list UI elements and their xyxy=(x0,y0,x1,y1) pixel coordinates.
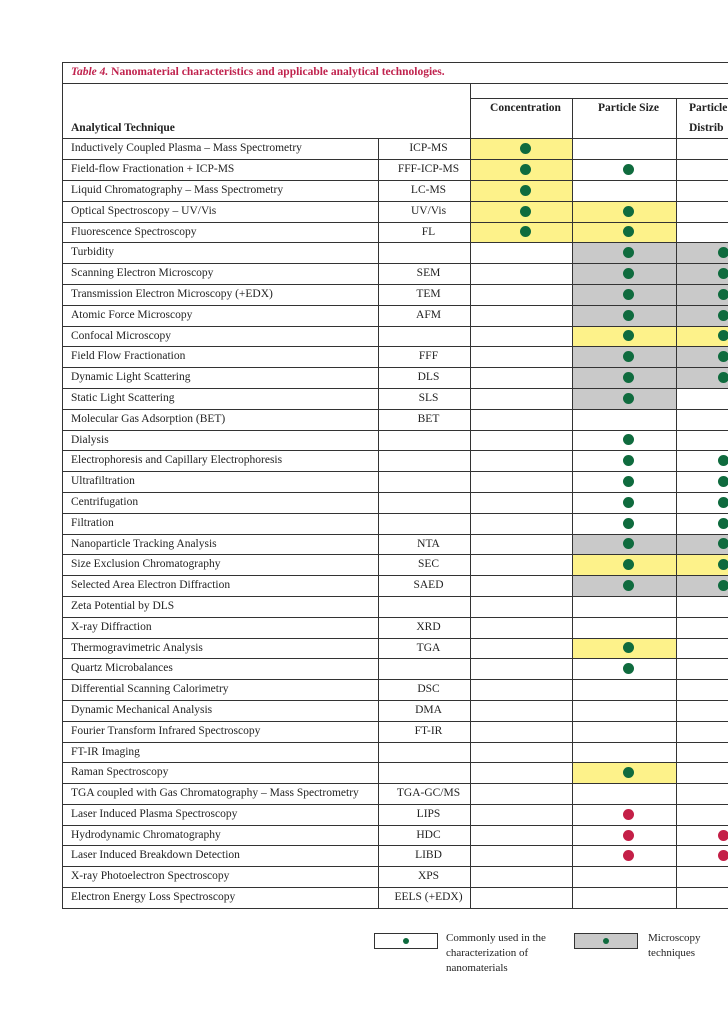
technique-abbreviation: FL xyxy=(379,222,471,243)
technique-name: Laser Induced Plasma Spectroscopy xyxy=(63,804,379,825)
characteristic-cell xyxy=(471,888,573,909)
header-distribution xyxy=(677,98,728,139)
characteristic-cell xyxy=(573,451,677,472)
technique-name: Dynamic Mechanical Analysis xyxy=(63,700,379,721)
table-row xyxy=(63,700,728,721)
technique-name: Field Flow Fractionation xyxy=(63,347,379,368)
green-dot-marker xyxy=(718,455,728,466)
caption-label: Table 4. xyxy=(71,66,109,78)
technique-abbreviation xyxy=(379,430,471,451)
technique-abbreviation: FFF-ICP-MS xyxy=(379,160,471,181)
characteristic-cell xyxy=(573,243,677,264)
legend-common-line3: nanomaterials xyxy=(446,962,508,974)
characteristic-cell xyxy=(677,201,728,222)
green-dot-marker xyxy=(623,663,634,674)
technique-name: Liquid Chromatography – Mass Spectrometry xyxy=(63,180,379,201)
characteristic-cell xyxy=(573,576,677,597)
characteristic-cell xyxy=(677,534,728,555)
green-dot-marker xyxy=(623,351,634,362)
technique-abbreviation: TGA-GC/MS xyxy=(379,784,471,805)
technique-abbreviation: SAED xyxy=(379,576,471,597)
header-particle-size: Particle Size xyxy=(573,98,677,139)
technique-name: Thermogravimetric Analysis xyxy=(63,638,379,659)
technique-abbreviation: SEM xyxy=(379,264,471,285)
technique-abbreviation: SLS xyxy=(379,388,471,409)
characteristic-cell xyxy=(471,846,573,867)
technique-abbreviation: HDC xyxy=(379,825,471,846)
table-row xyxy=(63,264,728,285)
legend-microscopy-text xyxy=(648,931,701,961)
green-dot-marker xyxy=(520,164,531,175)
technique-name: Molecular Gas Adsorption (BET) xyxy=(63,409,379,430)
characteristic-cell xyxy=(471,243,573,264)
characteristic-cell xyxy=(573,139,677,160)
table-caption-row xyxy=(63,63,728,84)
green-dot-marker xyxy=(718,289,728,300)
characteristic-cell xyxy=(573,617,677,638)
characteristic-cell xyxy=(471,368,573,389)
characteristic-cell xyxy=(471,763,573,784)
green-dot-marker xyxy=(623,580,634,591)
green-dot-marker xyxy=(718,268,728,279)
table-row xyxy=(63,305,728,326)
characteristic-cell xyxy=(677,284,728,305)
technique-abbreviation: FFF xyxy=(379,347,471,368)
technique-abbreviation xyxy=(379,492,471,513)
legend-common-line2: characterization of xyxy=(446,947,529,959)
characteristic-cell xyxy=(677,222,728,243)
technique-abbreviation: BET xyxy=(379,409,471,430)
technique-abbreviation: DSC xyxy=(379,680,471,701)
characteristic-cell xyxy=(677,264,728,285)
characteristic-cell xyxy=(573,784,677,805)
green-dot-marker xyxy=(520,143,531,154)
table-row xyxy=(63,638,728,659)
characteristic-cell xyxy=(677,659,728,680)
characteristic-cell xyxy=(471,264,573,285)
characteristic-cell xyxy=(471,721,573,742)
green-dot-marker xyxy=(718,580,728,591)
characteristic-cell xyxy=(471,451,573,472)
characteristic-cell xyxy=(677,555,728,576)
characteristic-cell xyxy=(677,784,728,805)
characteristic-cell xyxy=(677,576,728,597)
characteristic-cell xyxy=(471,388,573,409)
characteristic-cell xyxy=(677,326,728,347)
technique-abbreviation xyxy=(379,472,471,493)
legend-microscopy-swatch xyxy=(574,933,638,949)
table-row xyxy=(63,180,728,201)
characteristic-cell xyxy=(677,700,728,721)
technique-abbreviation xyxy=(379,659,471,680)
technique-abbreviation xyxy=(379,513,471,534)
table-row xyxy=(63,492,728,513)
caption-text: Nanomaterial characteristics and applicable analytical technologies. xyxy=(111,66,445,78)
technique-name: Scanning Electron Microscopy xyxy=(63,264,379,285)
technique-abbreviation: LIPS xyxy=(379,804,471,825)
characteristic-cell xyxy=(677,804,728,825)
table-row xyxy=(63,721,728,742)
characteristic-cell xyxy=(471,576,573,597)
technique-abbreviation: TEM xyxy=(379,284,471,305)
green-dot-marker xyxy=(623,476,634,487)
characteristic-cell xyxy=(677,888,728,909)
legend-common-swatch xyxy=(374,933,438,949)
technique-abbreviation: AFM xyxy=(379,305,471,326)
characteristic-cell xyxy=(471,659,573,680)
legend-microscopy-dot xyxy=(603,938,609,944)
characteristic-cell xyxy=(677,742,728,763)
characteristic-cell xyxy=(471,409,573,430)
red-dot-marker xyxy=(623,830,634,841)
characteristic-cell xyxy=(677,243,728,264)
technique-name: Fourier Transform Infrared Spectroscopy xyxy=(63,721,379,742)
green-dot-marker xyxy=(718,559,728,570)
characteristic-cell xyxy=(573,388,677,409)
characteristic-cell xyxy=(677,638,728,659)
header-concentration: Concentration xyxy=(471,98,573,139)
characteristic-cell xyxy=(471,472,573,493)
table-row xyxy=(63,784,728,805)
characteristic-cell xyxy=(471,534,573,555)
table-row xyxy=(63,576,728,597)
characteristic-cell xyxy=(677,139,728,160)
technique-name: Static Light Scattering xyxy=(63,388,379,409)
characteristic-cell xyxy=(573,492,677,513)
green-dot-marker xyxy=(623,393,634,404)
legend-common-text xyxy=(446,931,546,976)
characteristic-cell xyxy=(677,305,728,326)
characteristic-cell xyxy=(471,139,573,160)
technique-name: Filtration xyxy=(63,513,379,534)
technique-name: Field-flow Fractionation + ICP-MS xyxy=(63,160,379,181)
technique-name: Turbidity xyxy=(63,243,379,264)
green-dot-marker xyxy=(718,538,728,549)
table-row xyxy=(63,409,728,430)
characteristic-cell xyxy=(573,700,677,721)
characteristic-cell xyxy=(471,430,573,451)
characteristic-cell xyxy=(471,513,573,534)
characteristic-cell xyxy=(471,347,573,368)
technique-abbreviation: DLS xyxy=(379,368,471,389)
characteristic-cell xyxy=(471,201,573,222)
header-group-cell xyxy=(471,83,728,98)
technique-name: Transmission Electron Microscopy (+EDX) xyxy=(63,284,379,305)
characteristic-cell xyxy=(573,825,677,846)
characteristic-cell xyxy=(573,326,677,347)
header-spacer-row xyxy=(63,83,728,98)
technique-name: Zeta Potential by DLS xyxy=(63,596,379,617)
characteristic-cell xyxy=(471,742,573,763)
technique-name: Fluorescence Spectroscopy xyxy=(63,222,379,243)
technique-name: Atomic Force Microscopy xyxy=(63,305,379,326)
table-row xyxy=(63,617,728,638)
technique-abbreviation: ICP-MS xyxy=(379,139,471,160)
characteristic-cell xyxy=(573,409,677,430)
characteristic-cell xyxy=(471,596,573,617)
green-dot-marker xyxy=(623,268,634,279)
characteristic-cell xyxy=(471,326,573,347)
characteristic-cell xyxy=(573,555,677,576)
characteristic-cell xyxy=(471,284,573,305)
characteristic-cell xyxy=(471,784,573,805)
characteristic-cell xyxy=(573,721,677,742)
header-distribution-line2: Distrib xyxy=(689,121,724,134)
characteristic-cell xyxy=(471,804,573,825)
table-row xyxy=(63,659,728,680)
technique-abbreviation xyxy=(379,243,471,264)
green-dot-marker xyxy=(718,330,728,341)
characteristic-cell xyxy=(573,430,677,451)
legend-microscopy-line1: Microscopy xyxy=(648,932,701,944)
technique-name: Differential Scanning Calorimetry xyxy=(63,680,379,701)
technique-abbreviation: EELS (+EDX) xyxy=(379,888,471,909)
characteristic-cell xyxy=(573,222,677,243)
characteristic-cell xyxy=(573,180,677,201)
technique-abbreviation: DMA xyxy=(379,700,471,721)
characteristic-cell xyxy=(573,680,677,701)
table-row xyxy=(63,347,728,368)
table-row xyxy=(63,596,728,617)
green-dot-marker xyxy=(718,372,728,383)
table-row xyxy=(63,284,728,305)
characteristic-cell xyxy=(573,160,677,181)
header-technique: Analytical Technique xyxy=(63,83,471,139)
characteristic-cell xyxy=(471,160,573,181)
legend-microscopy-line2: techniques xyxy=(648,947,696,959)
technique-name: Confocal Microscopy xyxy=(63,326,379,347)
technique-abbreviation: TGA xyxy=(379,638,471,659)
characteristic-cell xyxy=(573,284,677,305)
characteristic-cell xyxy=(677,721,728,742)
technique-abbreviation xyxy=(379,596,471,617)
table-row xyxy=(63,825,728,846)
green-dot-marker xyxy=(520,206,531,217)
technique-abbreviation: SEC xyxy=(379,555,471,576)
characteristic-cell xyxy=(677,617,728,638)
table-row xyxy=(63,472,728,493)
technique-abbreviation: UV/Vis xyxy=(379,201,471,222)
characteristic-cell xyxy=(573,305,677,326)
technique-name: Ultrafiltration xyxy=(63,472,379,493)
green-dot-marker xyxy=(623,538,634,549)
characteristic-cell xyxy=(573,534,677,555)
green-dot-marker xyxy=(623,767,634,778)
characteristic-cell xyxy=(677,596,728,617)
green-dot-marker xyxy=(623,310,634,321)
green-dot-marker xyxy=(623,642,634,653)
technique-name: Electron Energy Loss Spectroscopy xyxy=(63,888,379,909)
characteristic-cell xyxy=(573,846,677,867)
green-dot-marker xyxy=(623,497,634,508)
green-dot-marker xyxy=(623,164,634,175)
characteristic-cell xyxy=(573,513,677,534)
characteristic-cell xyxy=(471,680,573,701)
table-row xyxy=(63,388,728,409)
technique-abbreviation xyxy=(379,451,471,472)
characteristic-cell xyxy=(677,180,728,201)
characteristic-cell xyxy=(471,638,573,659)
red-dot-marker xyxy=(718,850,728,861)
characteristic-cell xyxy=(677,160,728,181)
table-row xyxy=(63,680,728,701)
technique-abbreviation: XPS xyxy=(379,867,471,888)
characteristic-cell xyxy=(677,680,728,701)
green-dot-marker xyxy=(718,351,728,362)
technique-name: Selected Area Electron Diffraction xyxy=(63,576,379,597)
characteristic-cell xyxy=(677,492,728,513)
characteristic-cell xyxy=(677,472,728,493)
technique-name: FT-IR Imaging xyxy=(63,742,379,763)
characteristic-cell xyxy=(573,264,677,285)
red-dot-marker xyxy=(718,830,728,841)
green-dot-marker xyxy=(623,372,634,383)
table-row xyxy=(63,513,728,534)
table-row xyxy=(63,451,728,472)
characteristic-cell xyxy=(573,368,677,389)
characteristic-cell xyxy=(677,867,728,888)
characteristic-cell xyxy=(471,180,573,201)
green-dot-marker xyxy=(623,434,634,445)
technique-name: Size Exclusion Chromatography xyxy=(63,555,379,576)
characteristic-cell xyxy=(677,451,728,472)
technique-abbreviation: LC-MS xyxy=(379,180,471,201)
technique-abbreviation xyxy=(379,742,471,763)
green-dot-marker xyxy=(623,206,634,217)
technique-name: X-ray Diffraction xyxy=(63,617,379,638)
green-dot-marker xyxy=(623,226,634,237)
characteristic-cell xyxy=(573,763,677,784)
green-dot-marker xyxy=(623,518,634,529)
technique-abbreviation xyxy=(379,763,471,784)
characteristic-cell xyxy=(677,388,728,409)
technique-name: Laser Induced Breakdown Detection xyxy=(63,846,379,867)
table-row xyxy=(63,430,728,451)
characteristic-cell xyxy=(573,201,677,222)
table-row xyxy=(63,139,728,160)
table-row xyxy=(63,326,728,347)
nanomaterial-table xyxy=(62,62,728,909)
green-dot-marker xyxy=(520,226,531,237)
legend xyxy=(374,931,728,991)
table-row xyxy=(63,804,728,825)
table-row xyxy=(63,160,728,181)
technique-abbreviation: FT-IR xyxy=(379,721,471,742)
technique-name: Dynamic Light Scattering xyxy=(63,368,379,389)
table-row xyxy=(63,867,728,888)
legend-common-line1: Commonly used in the xyxy=(446,932,546,944)
technique-abbreviation: LIBD xyxy=(379,846,471,867)
technique-abbreviation xyxy=(379,326,471,347)
characteristic-cell xyxy=(573,347,677,368)
technique-name: Quartz Microbalances xyxy=(63,659,379,680)
characteristic-cell xyxy=(471,222,573,243)
characteristic-cell xyxy=(471,492,573,513)
technique-name: TGA coupled with Gas Chromatography – Mass Spectrometry xyxy=(63,784,379,805)
characteristic-cell xyxy=(677,409,728,430)
red-dot-marker xyxy=(623,809,634,820)
characteristic-cell xyxy=(677,368,728,389)
green-dot-marker xyxy=(623,455,634,466)
red-dot-marker xyxy=(623,850,634,861)
green-dot-marker xyxy=(718,247,728,258)
characteristic-cell xyxy=(471,555,573,576)
green-dot-marker xyxy=(718,476,728,487)
legend-common-dot xyxy=(403,938,409,944)
characteristic-cell xyxy=(677,825,728,846)
table-row xyxy=(63,742,728,763)
table-row xyxy=(63,368,728,389)
table-row xyxy=(63,555,728,576)
green-dot-marker xyxy=(623,289,634,300)
table-row xyxy=(63,846,728,867)
technique-name: Dialysis xyxy=(63,430,379,451)
technique-name: Centrifugation xyxy=(63,492,379,513)
table-row xyxy=(63,763,728,784)
characteristic-cell xyxy=(573,659,677,680)
characteristic-cell xyxy=(471,305,573,326)
green-dot-marker xyxy=(718,518,728,529)
technique-name: X-ray Photoelectron Spectroscopy xyxy=(63,867,379,888)
green-dot-marker xyxy=(718,310,728,321)
technique-name: Inductively Coupled Plasma – Mass Spectrometry xyxy=(63,139,379,160)
technique-name: Hydrodynamic Chromatography xyxy=(63,825,379,846)
technique-name: Nanoparticle Tracking Analysis xyxy=(63,534,379,555)
table-row xyxy=(63,201,728,222)
characteristic-cell xyxy=(573,867,677,888)
table-row xyxy=(63,888,728,909)
characteristic-cell xyxy=(677,347,728,368)
characteristic-cell xyxy=(471,867,573,888)
characteristic-cell xyxy=(677,513,728,534)
technique-abbreviation: XRD xyxy=(379,617,471,638)
characteristic-cell xyxy=(471,617,573,638)
technique-name: Electrophoresis and Capillary Electrophoresis xyxy=(63,451,379,472)
green-dot-marker xyxy=(623,559,634,570)
characteristic-cell xyxy=(573,742,677,763)
technique-name: Optical Spectroscopy – UV/Vis xyxy=(63,201,379,222)
characteristic-cell xyxy=(573,638,677,659)
green-dot-marker xyxy=(718,497,728,508)
characteristic-cell xyxy=(471,825,573,846)
characteristic-cell xyxy=(677,846,728,867)
green-dot-marker xyxy=(623,330,634,341)
green-dot-marker xyxy=(623,247,634,258)
technique-name: Raman Spectroscopy xyxy=(63,763,379,784)
characteristic-cell xyxy=(677,430,728,451)
table-row xyxy=(63,534,728,555)
green-dot-marker xyxy=(520,185,531,196)
table-caption xyxy=(63,63,728,84)
table-row xyxy=(63,222,728,243)
characteristic-cell xyxy=(573,472,677,493)
characteristic-cell xyxy=(471,700,573,721)
technique-abbreviation: NTA xyxy=(379,534,471,555)
characteristic-cell xyxy=(573,596,677,617)
characteristic-cell xyxy=(573,804,677,825)
characteristic-cell xyxy=(573,888,677,909)
characteristic-cell xyxy=(677,763,728,784)
table-row xyxy=(63,243,728,264)
header-distribution-line1: Particle xyxy=(689,101,728,114)
